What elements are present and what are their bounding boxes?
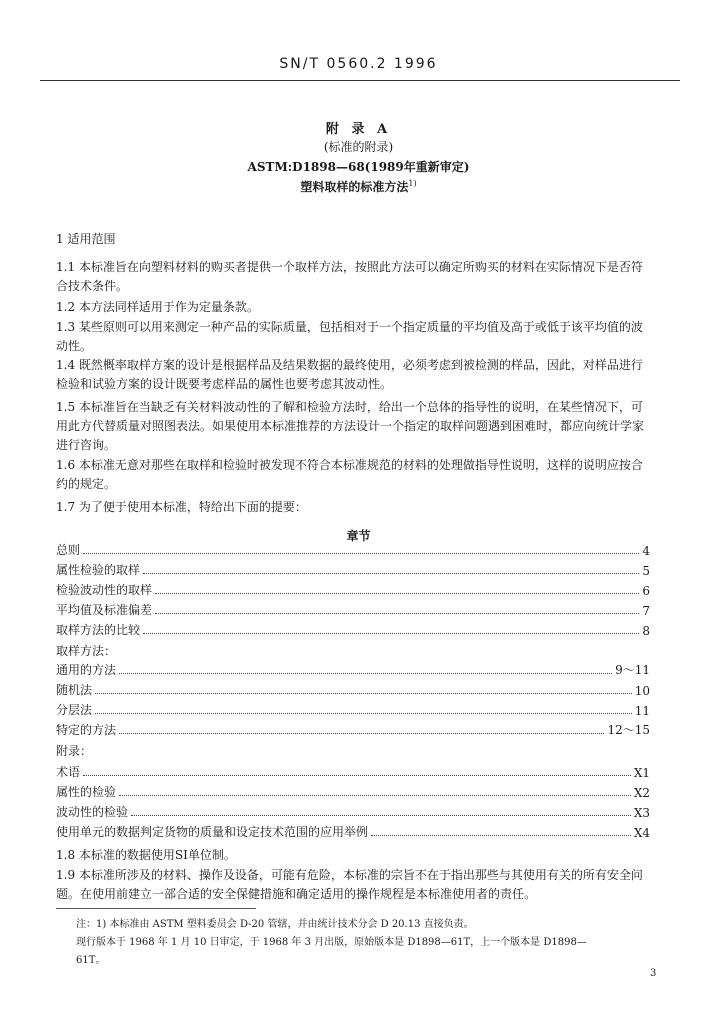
toc-section-number: 10 xyxy=(634,684,650,698)
toc-section-number: X4 xyxy=(633,826,650,840)
page-number: 3 xyxy=(650,968,657,979)
toc-row xyxy=(56,720,650,738)
toc-row xyxy=(56,762,650,780)
appendix-subtitle: (标准的附录) xyxy=(323,140,394,154)
standard-number-header: SN/T 0560.2 1996 xyxy=(279,56,438,72)
toc-methods-heading: 取样方法： xyxy=(56,644,117,658)
footnote-line: 现行版本于 1968 年 1 月 10 日审定，于 1968 年 3 月出版，原始版本是 D1898—61T，上一个版本是 D1898— xyxy=(76,937,587,948)
toc-row xyxy=(56,802,650,820)
toc-row xyxy=(56,660,650,678)
leader-dots xyxy=(155,593,639,594)
paragraph-1-1: 1.1 本标准旨在向塑料材料的购买者提供一个取样方法，按照此方法可以确定所购买的材料在实际情况下是否符合技术条件。 xyxy=(56,260,643,293)
footnote-line: 61T。 xyxy=(76,955,106,966)
leader-dots xyxy=(143,633,639,634)
leader-dots xyxy=(83,775,631,776)
toc-row xyxy=(56,560,650,578)
leader-dots xyxy=(143,573,639,574)
leader-dots xyxy=(95,713,632,714)
toc-appendix-heading: 附录： xyxy=(56,744,93,758)
toc-label: 随机法 xyxy=(56,683,93,697)
leader-dots xyxy=(371,835,631,836)
toc-row xyxy=(56,540,650,558)
paragraph-1-3: 1.3 某些原则可以用来测定一种产品的实际质量，包括相对于一个指定质量的平均值及高于或低于该平均值的波动性。 xyxy=(56,320,643,353)
toc-label: 通用的方法 xyxy=(56,663,117,677)
toc-label: 波动性的检验 xyxy=(56,805,129,819)
toc-label: 总则 xyxy=(56,543,81,557)
document-title-text: 塑料取样的标准方法 xyxy=(300,180,409,194)
leader-dots xyxy=(155,613,639,614)
footnote-line: 注：1) 本标准由 ASTM 塑料委员会 D-20 管辖，并由统计技术分会 D 20.13 直接负责。 xyxy=(76,919,474,930)
paragraph-1-9: 1.9 本标准所涉及的材料、操作及设备，可能有危险，本标准的宗旨不在于指出那些与其使用有关的所有安全问题。在使用前建立一部合适的安全保健措施和确定适用的操作规程是本标准使用者的责任。 xyxy=(56,868,643,901)
leader-dots xyxy=(119,733,604,734)
paragraph-1-8: 1.8 本标准的数据使用SI单位制。 xyxy=(56,848,236,862)
leader-dots xyxy=(119,795,631,796)
toc-label: 属性的检验 xyxy=(56,785,117,799)
leader-dots xyxy=(83,553,639,554)
paragraph-1-7: 1.7 为了便于使用本标准，特给出下面的提要： xyxy=(56,500,307,514)
toc-row xyxy=(56,680,650,698)
paragraph-1-4: 1.4 既然概率取样方案的设计是根据样品及结果数据的最终使用，必须考虑到被检测的样品，因此，对样品进行检验和试验方案的设计既要考虑样品的属性也要考虑其波动性。 xyxy=(56,358,643,391)
toc-label: 属性检验的取样 xyxy=(56,563,141,577)
toc-title: 章节 xyxy=(346,529,371,543)
footnote-rule xyxy=(56,908,256,909)
toc-section-number: 12～15 xyxy=(607,723,650,737)
toc-section-number: X3 xyxy=(633,806,650,820)
paragraph-1-6: 1.6 本标准无意对那些在取样和检验时被发现不符合本标准规范的材料的处理做指导性说明，这样的说明应按合约的规定。 xyxy=(56,458,643,491)
toc-section-number: 8 xyxy=(642,624,650,638)
toc-section-number: 5 xyxy=(642,564,650,578)
toc-label: 平均值及标准偏差 xyxy=(56,603,153,617)
section-heading: 1 适用范围 xyxy=(56,232,116,246)
toc-label: 特定的方法 xyxy=(56,723,117,737)
paragraph-1-5: 1.5 本标准旨在当缺乏有关材料波动性的了解和检验方法时，给出一个总体的指导性的说明，在某些情况下，可用此方代替质量对照图表法。如果使用本标准推荐的方法设计一个指定的取样问题遇到困难时，都应向统计学家进行咨询。 xyxy=(56,400,645,452)
header-rule xyxy=(40,80,680,81)
toc-label: 术语 xyxy=(56,765,81,779)
toc-label: 检验波动性的取样 xyxy=(56,583,153,597)
toc-label: 分层法 xyxy=(56,703,93,717)
toc-label: 使用单元的数据判定货物的质量和设定技术范围的应用举例 xyxy=(56,825,369,839)
toc-section-number: 4 xyxy=(642,544,650,558)
leader-dots xyxy=(131,815,631,816)
toc-section-number: 9～11 xyxy=(615,663,650,677)
toc-section-number: 7 xyxy=(642,604,650,618)
toc-section-number: X2 xyxy=(633,786,650,800)
footnote-marker: 1) xyxy=(408,179,417,188)
toc-label: 取样方法的比较 xyxy=(56,623,141,637)
toc-row xyxy=(56,580,650,598)
toc-row xyxy=(56,700,650,718)
paragraph-1-2: 1.2 本方法同样适用于作为定量条款。 xyxy=(56,300,259,314)
toc-section-number: 11 xyxy=(634,704,650,718)
toc-row xyxy=(56,620,650,638)
toc-row xyxy=(56,600,650,618)
document-title xyxy=(0,178,717,195)
astm-designation: ASTM:D1898—68(1989年重新审定) xyxy=(247,160,470,174)
leader-dots xyxy=(119,673,612,674)
toc-row xyxy=(56,822,650,840)
toc-row xyxy=(56,782,650,800)
toc-section-number: X1 xyxy=(633,766,650,780)
toc-section-number: 6 xyxy=(642,584,650,598)
leader-dots xyxy=(95,693,632,694)
appendix-title: 附 录 A xyxy=(325,122,392,137)
